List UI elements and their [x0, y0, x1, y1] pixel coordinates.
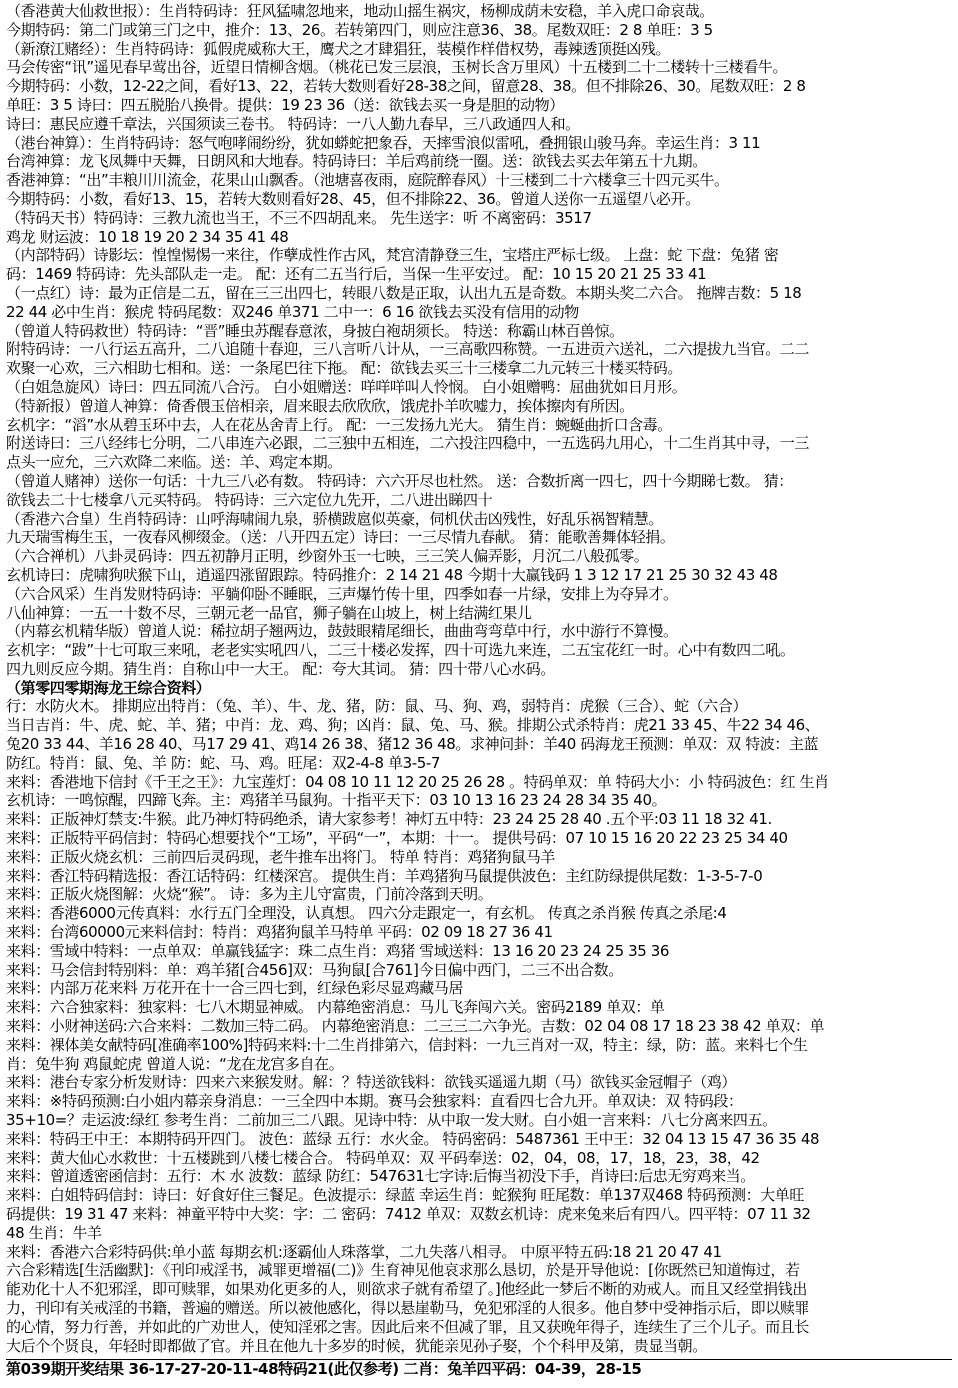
text-line: 来料：香江特码精选报：香江话特码：红楼深宫。 提供生肖：羊鸡猪狗马鼠提供波色：主红防绿提供尾数：1-3-5-7-0: [6, 866, 763, 885]
text-line: 兔20 33 44、羊16 28 40、马17 29 41、鸡14 26 38、猪12 36 48。求神问卦：羊40 码海龙王预测：单双：双 特波：主蓝: [6, 735, 819, 754]
text-line: 玄机诗：一鸣惊醒，四蹄飞奔。主：鸡猪羊马鼠狗。十指平天下：03 10 13 16 23 24 28 34 35 40。: [6, 791, 667, 810]
text-line: 来料：香港六合彩特码供:单小蓝 每期玄机:逐霸仙人珠落掌，二九失落八相寻。 中原平特五码:18 21 20 47 41: [6, 1242, 722, 1261]
text-line: 附特码诗：一八行运五高升，二八追随十春迎，三八言听八计从，一三高歌四称赞。一五进贡六送礼，二六提拔九当官。二二: [6, 340, 810, 359]
text-line: （内部特码）诗影坛：惶惶惕惕一来往，作孽成性作古风，梵宫清静登三生，宝塔庄严标七级。 上盘：蛇 下盘：兔猪 密: [6, 246, 779, 265]
text-line: 点头一应允，三六欢降二来临。送：羊、鸡定本期。: [6, 453, 342, 472]
text-line: 今期特码：第二门或第三门之中，推介：13、26。若转第四门，则应注意36、38。尾数双旺：2 8 单旺：3 5: [6, 20, 713, 39]
text-line: 来料：台湾60000元来料信封：特肖：鸡猪狗鼠羊马特单 平码：02 09 18 27 36 41: [6, 923, 553, 942]
text-line: 行：水防火木。 排期应出特肖：（兔、羊）、牛、龙、猪，防：鼠、马、狗、鸡，弱特肖：虎猴（三合）、蛇（六合）: [6, 697, 748, 716]
text-line: （六合禅机）八卦灵码诗：四五初静月正明，纱窗外玉一七映，三三笑人偏弄影，月沉二八般孤零。: [6, 547, 649, 566]
text-line: （香港黄大仙救世报）：生肖特码诗：狂风猛啸忽地来，地动山摇生祸灾，杨柳成荫未安稳，羊入虎口命哀哉。: [6, 2, 714, 20]
text-line: 诗曰：惠民应遵千章法，兴国须读三卷书。 特码诗：一八人勤九春早，三八政通四人和。: [6, 114, 580, 133]
text-line: 当日吉肖：牛、虎、蛇、羊、猪；中肖：龙、鸡、狗；凶肖：鼠、兔、马、猴。排期公式杀特肖：虎21 33 45、牛22 34 46、: [6, 716, 820, 735]
text-line: 来料：正版神灯禁支:牛猴。此乃神灯特码绝杀，请大家参考！神灯五中特：23 24 25 28 40 .五个平:03 11 18 32 41.: [6, 810, 772, 829]
text-line: 来料：裸体美女献特码[准确率100%]特码来料:十二生肖排第六，信封料：一九三肖对一双，特主：绿，防：蓝。来料七个生: [6, 1035, 808, 1054]
draw-result-line: 第039期开奖结果 36-17-27-20-11-48特码21(此仅参考) 二肖：兔羊四平码：04-39，28-15: [6, 1359, 952, 1379]
text-line: 来料：香港地下信封《千王之王》：九宝莲灯：04 08 10 11 12 20 25 26 28 。特码单双：单 特码大小：小 特码波色：红 生肖: [6, 772, 829, 791]
text-line: 22 44 必中生肖：猴虎 特码尾数：双246 单371 二中一：6 16 欲钱去买没有信用的动物: [6, 302, 579, 321]
text-line: 今期特码：小数，看好13、15，若转大数则看好28、45，但不排除22、36。曾道人送你一五遥望八必开。: [6, 189, 700, 208]
text-line: 来料：特码王中王：本期特码开四门。 波色：蓝绿 五行：水火金。 特码密码：5487361 王中王：32 04 13 15 47 36 35 48: [6, 1129, 820, 1148]
text-line: （曾道人赌神）送你一句话：十九三八必有数。 特码诗：六六开尽也杜然。 送：合数折离一四七，四十今期睇七数。 猜：: [6, 471, 793, 490]
text-line: 力，刊印有关戒淫的书籍，普遍的赠送。所以被他感化，得以悬崖勒马，免犯邪淫的人很多。他自梦中受神指示后，即以赎罪: [6, 1298, 810, 1317]
text-line: （内幕玄机精华版）曾道人说：稀拉胡子翘两边，鼓鼓眼精尾细长，曲曲弯弯草中行，水中游行不算慢。: [6, 622, 678, 641]
text-line: 码提供：19 31 47 来料：神童平特中大奖：字：二 密码：7412 单双：双数玄机诗：虎来兔来后有四八。四平特：07 11 32: [6, 1205, 811, 1223]
text-line: （特码天书）特码诗：三教九流也当王，不三不四胡乱来。 先生送字：听 不离密码：3517: [6, 208, 592, 227]
text-line: 的心情，努力行善，并如此的广劝世人，使知淫邪之害。因此后来不但减了罪，且又获晚年得子，连续生了三个儿子。而且长: [6, 1317, 810, 1336]
text-line: 来料：香港6000元传真料：水行五门全理没，认真想。 四六分走跟定一，有玄机。 传真之杀肖猴 传真之杀尾:4: [6, 904, 727, 923]
text-line: 玄机字：“跋”十七可取三来吼，老老实实吼四八，二三十楼必发挥，四十可选九来连，二五宝花红一时。心中有数四二吼。: [6, 641, 795, 660]
text-line: （一点红）诗：最为正信是二五，留在三三出四七，转眼八数是正取，认出九五是奇数。本期头奖二六合。 拖牌吉数：5 18: [6, 283, 802, 302]
text-line: 来料：曾道透密函信封：五行：木 水 波数：蓝绿 防红：547631七字诗:后悔当初没下手，肖诗曰:后忠无穷鸡来当。: [6, 1167, 755, 1186]
text-line: 来料：※特码预测:白小姐内幕亲身消息：一三全四中本期。赛马会独家料：直看四七合九开。单双诀：双 特码段：: [6, 1092, 743, 1111]
text-line: 马会传密“讯”遥见春早莺出谷，近望日情柳含烟。（桃花已发三层浪，玉树长含万里风）十五楼到二十二楼转十三楼看牛。: [6, 58, 788, 77]
text-line: 35+10=？走运波:绿红 参考生肖：二前加三二八跟。见诗中特：从中取一发大财。白小姐一言来料：八七分离来四五。: [6, 1111, 777, 1130]
text-line: 单旺：3 5 诗曰：四五脱胎八换骨。提供：19 23 36（送：欲钱去买一身是胆的动物）: [6, 95, 564, 114]
text-line: （特新报）曾道人神算：倚香偎玉倍相亲，眉来眼去欣欣欣，饿虎扑羊吹嘘力，挨体擦肉有所因。: [6, 396, 634, 415]
text-line: （新潦江赌经）：生肖特码诗：狐假虎威称大王，鹰犬之才肆猖狂，装模作样借权势，毒辣透顶挺凶残。: [6, 39, 671, 58]
text-line: （白姐急旋风）诗曰：四五同流八合污。 白小姐赠送：咩咩咩叫人怜悯。 白小姐赠鸭：屈曲犹如日月形。: [6, 377, 687, 396]
text-line: 肖：兔牛狗 鸡鼠蛇虎 曾道人说：“龙在龙宫多自在。: [6, 1054, 344, 1073]
text-line: （港台神算）：生肖特码诗：怒气咆哮闹纷纷，犹如蟒蛇把象吞，天摔雪浪似雷吼，叠拥银山骏马奔。幸运生肖：3 11: [6, 133, 761, 152]
text-line: 来料：黄大仙心水救世：十五楼跳到八楼七楼合合。 特码单双：双 平码奉送：02，04，08，17，18，23，38，42: [6, 1148, 760, 1167]
text-line: 来料：港台专家分析发财诗：四来六来猴发财。解：？特送欲钱料：欲钱买遥遥九期（马）欲钱买金冠帽子（鸡）: [6, 1073, 737, 1092]
text-line: 来料：内部万花来料 万花开在十一合三四七到，红绿色彩尽显鸡藏马居: [6, 979, 463, 998]
text-line: 九天瑞雪梅生玉，一夜春风柳缀金。（送：八开四五定）诗曰：一三尽情九春献。 猜：能歌善舞体轻捐。: [6, 528, 675, 547]
text-line: 台湾神算：龙飞凤舞中天舞，日朗风和大地春。特码诗曰：羊后鸡前绕一圈。送：欲钱去买去年第五十九期。: [6, 152, 707, 171]
text-line: 欢聚一心欢，三六相助七相和。送：一条尾巴往下拖。 配：欲钱去买三十三楼拿二九元转三十楼买特码。: [6, 359, 682, 378]
text-line: （香港六合皇）生肖特码诗：山呼海啸闹九泉，骄横跋扈似英豪，伺机伏击凶残性，好乱乐祸智精慧。: [6, 509, 664, 528]
text-line: 欲钱去二十七楼拿八元买特码。 特码诗：三六定位九先开，二八进出睇四十: [6, 490, 493, 509]
text-line: 能劝化十人不犯邪淫，即可赎罪，如果劝化更多的人，则欲求子就有希望了。]他经此一梦后不断的劝戒人。而且又经堂捐钱出: [6, 1280, 807, 1299]
text-line: 八仙神算：一五一十数不尽，三朝元老一品官，狮子躺在山坡上，树上结满红果儿: [6, 603, 532, 622]
text-line: 来料：白姐特码信封：诗曰：好食好住三餐足。色波提示：绿蓝 幸运生肖：蛇猴狗 旺尾数：单137双468 特码预测：大单旺: [6, 1186, 804, 1205]
text-line: 香港神算：“出”丰粮川川流金，花果山山飘香。（池塘喜夜雨，庭院醉春风）十三楼到二十六楼拿三十四元买牛。: [6, 171, 729, 190]
text-line: 来料：正版火烧玄机：三前四后灵码现，老牛推车出将门。 特单 特肖：鸡猪狗鼠马羊: [6, 847, 555, 866]
text-line: 来料：雪域中特料：一点单双：单赢钱猛字：珠二点生肖：鸡猪 雪域送料：13 16 20 23 24 25 35 36: [6, 941, 670, 960]
text-line: 玄机字：“滔”水从碧玉环中去，人在花丛舍青上行。 配：一三发扬九光大。 猜生肖：蜿蜒曲折口含毒。: [6, 415, 672, 434]
text-line: 来料：六合独家料：独家料：七八木期显神威。 内幕绝密消息：马儿飞奔闯六关。密码2189 单双：单: [6, 998, 665, 1017]
text-line: 大后个个贤良，年轻时即都做了官。并且在他九十多岁的时候，犹能亲见孙子娶，个个科甲及第，贵显当朝。: [6, 1336, 707, 1355]
text-line: （第零四零期海龙王综合资料）: [6, 678, 211, 697]
text-line: 48 生肖：牛羊: [6, 1223, 102, 1242]
text-line: 码：1469 特码诗：先头部队走一走。 配：还有二五当行后，当保一生平安过。 配：10 15 20 21 25 33 41: [6, 265, 707, 284]
text-line: （曾道人特码救世）特码诗：“晋”睡虫苏醒春意浓，身披白袍胡须长。 特送：称霸山林百兽惊。: [6, 321, 624, 340]
text-line: 附送诗曰：三八经纬七分明，二八串连六必跟，二三独中五相连，二六投注四稳中，一五选码九用心，十二生肖其中寻，一三: [6, 434, 810, 453]
text-line: 鸡龙 财运波：10 18 19 20 2 34 35 41 48: [6, 227, 289, 246]
text-body: [6, 2, 952, 1355]
text-line: 玄机诗曰：虎啸狗吠猴下山，逍遥四涨留跟踪。特码推介：2 14 21 48 今期十大赢钱码 1 3 12 17 21 25 30 32 43 48: [6, 565, 778, 584]
text-line: 来料：正版火烧图解：火烧“猴”。 诗：多为主儿守富贵，门前冷落到天明。: [6, 885, 493, 904]
text-line: 防红。特肖：鼠、兔、羊 防：蛇、马、鸡。旺尾：双2-4-8 单3-5-7: [6, 753, 441, 772]
text-line: 六合彩精选[生活幽默]：《刊印戒淫书，减罪更增福(二)》生育神见他哀求那么恳切，於是开导他说：[你既然已知道悔过，若: [6, 1261, 800, 1280]
text-line: 来料：马会信封特别料：单：鸡羊猪[合456]双：马狗鼠[合761]今日偏中西门，二三不出合数。: [6, 960, 623, 979]
text-line: 今期特码：小数，12-22之间，看好13、22，若转大数则看好28-38之间，留意28、38。但不排除26、30。尾数双旺：2 8: [6, 77, 806, 96]
text-line: 来料：小财神送码:六合来料：二数加三特二码。 内幕绝密消息：二三三二六争光。吉数：02 04 08 17 18 23 38 42 单双：单: [6, 1017, 825, 1036]
text-line: 来料：正版特平码信封：特码心想要找个“工场”，平码“一”，本期：十一。 提供号码：07 10 15 16 20 22 23 25 34 40: [6, 829, 788, 848]
text-line: 四九则反应今期。猜生肖：自称山中一大王。 配：夸大其词。 猜：四十带八心水码。: [6, 659, 555, 678]
text-line: （六合风采）生肖发财特码诗：平躺仰卧不睡眠，三声爆竹传十里，四季如春一片绿，安排上为夺异才。: [6, 584, 678, 603]
